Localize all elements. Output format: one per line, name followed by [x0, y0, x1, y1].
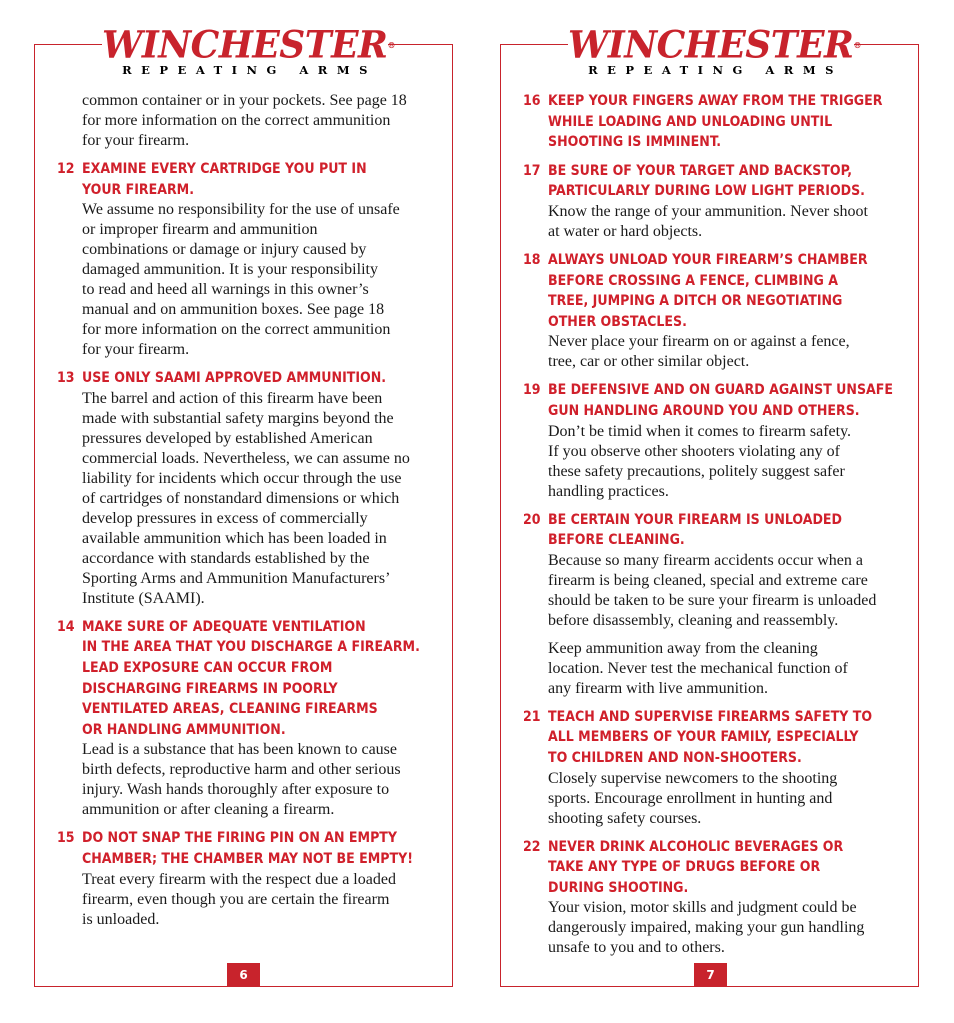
rule-heading	[523, 161, 910, 202]
rule-title: BE CERTAIN YOUR FIREARM IS UNLOADED BEFORE CLEANING.	[548, 511, 842, 549]
rule-heading	[57, 617, 444, 741]
continued-text: common container or in your pockets. See page 18 for more information on the correct ammunition for your firearm.	[82, 92, 407, 149]
left-page-content	[57, 91, 444, 938]
right-page	[500, 22, 919, 987]
winchester-logo	[568, 22, 861, 77]
safety-rule	[57, 368, 444, 609]
rule-body: Don’t be timid when it comes to firearm safety. If you observe other shooters violating any of these safety precautions, politely suggest safer handling practices.	[548, 422, 852, 500]
rule-heading	[57, 828, 444, 869]
rule-body: Closely supervise newcomers to the shooting sports. Encourage enrollment in hunting and shooting safety courses.	[548, 769, 838, 827]
safety-rule	[57, 828, 444, 929]
rule-title: BE SURE OF YOUR TARGET AND BACKSTOP, PARTICULARLY DURING LOW LIGHT PERIODS.	[548, 162, 865, 200]
registered-mark: ®	[387, 39, 395, 51]
rule-heading	[523, 91, 910, 153]
safety-rule	[523, 380, 910, 501]
rule-heading	[57, 159, 444, 200]
rule-number: 17	[523, 162, 541, 179]
rule-heading	[523, 837, 910, 899]
rule-title: MAKE SURE OF ADEQUATE VENTILATION IN THE AREA THAT YOU DISCHARGE A FIREARM. LEAD EXPOSURE CAN OCCUR FROM DISCHARGING FIREARMS IN POORLY VENTILATED AREAS, CLEANING FIREARMS OR HANDLING AMMUNITION.	[82, 618, 420, 738]
safety-rule	[57, 159, 444, 360]
rule-heading	[523, 380, 910, 421]
rule-heading	[523, 510, 910, 551]
rule-title: TEACH AND SUPERVISE FIREARMS SAFETY TO ALL MEMBERS OF YOUR FAMILY, ESPECIALLY TO CHILDREN AND NON-SHOOTERS.	[548, 708, 873, 766]
rule-body: Keep ammunition away from the cleaning location. Never test the mechanical function of any firearm with live ammunition.	[548, 639, 848, 697]
winchester-logo	[102, 22, 395, 77]
rule-body: Treat every firearm with the respect due a loaded firearm, even though you are certain the firearm is unloaded.	[82, 870, 396, 928]
rule-number: 16	[523, 93, 541, 109]
left-page	[34, 22, 453, 987]
rule-title: NEVER DRINK ALCOHOLIC BEVERAGES OR TAKE ANY TYPE OF DRUGS BEFORE OR DURING SHOOTING.	[548, 838, 844, 896]
right-page-content	[523, 91, 910, 966]
page-number: 6	[227, 963, 260, 987]
rule-heading	[57, 368, 444, 389]
safety-rule	[523, 707, 910, 829]
rule-body: The barrel and action of this firearm have been made with substantial safety margins beyond the pressures developed by established American commercial loads. Nevertheless, we can assume no liability for incidents which occur through the use of cartridges of nonstandard dimensions or which develop pressures in excess of commercially available ammunition which has been loaded in accordance with standards established by the Sporting Arms and Ammunition Manufacturers’ Institute (SAAMI).	[82, 389, 410, 607]
rule-body: Never place your firearm on or against a fence, tree, car or other similar object.	[548, 333, 850, 371]
rule-number: 22	[523, 838, 541, 855]
rule-number: 12	[57, 161, 75, 177]
rule-title: ALWAYS UNLOAD YOUR FIREARM’S CHAMBER BEFORE CROSSING A FENCE, CLIMBING A TREE, JUMPING A DITCH OR NEGOTIATING OTHER OBSTACLES.	[548, 251, 868, 330]
rule-body: Know the range of your ammunition. Never shoot at water or hard objects.	[548, 202, 868, 240]
rule-title: DO NOT SNAP THE FIRING PIN ON AN EMPTY CHAMBER; THE CHAMBER MAY NOT BE EMPTY!	[82, 830, 413, 867]
safety-rule	[57, 617, 444, 821]
safety-rule	[523, 91, 910, 153]
page-number: 7	[694, 963, 727, 987]
rule-number: 19	[523, 382, 541, 399]
logo-tagline: REPEATING ARMS	[122, 63, 377, 77]
logo-wordmark: WINCHESTER	[568, 22, 854, 68]
rule-number: 18	[523, 251, 541, 268]
rule-number: 20	[523, 511, 541, 528]
rule-title: EXAMINE EVERY CARTRIDGE YOU PUT IN YOUR FIREARM.	[82, 161, 367, 198]
logo-wordmark: WINCHESTER	[102, 22, 388, 68]
safety-rule	[523, 250, 910, 372]
logo-tagline: REPEATING ARMS	[588, 63, 843, 77]
rule-title: KEEP YOUR FINGERS AWAY FROM THE TRIGGER WHILE LOADING AND UNLOADING UNTIL SHOOTING IS IMMINENT.	[548, 93, 883, 151]
rule-heading	[523, 707, 910, 769]
safety-rule	[523, 837, 910, 959]
rule-number: 14	[57, 618, 75, 635]
rule-body: Your vision, motor skills and judgment could be dangerously impaired, making your gun handling unsafe to you and to others.	[548, 899, 865, 957]
rule-body: Lead is a substance that has been known to cause birth defects, reproductive harm and other serious injury. Wash hands thoroughly after exposure to ammunition or after cleaning a firearm.	[82, 741, 401, 819]
registered-mark: ®	[853, 39, 861, 51]
safety-rule	[523, 510, 910, 699]
rule-number: 13	[57, 370, 75, 387]
safety-rule	[523, 161, 910, 242]
rule-title: USE ONLY SAAMI APPROVED AMMUNITION.	[82, 370, 387, 387]
rule-body: Because so many firearm accidents occur when a firearm is being cleaned, special and extreme care should be taken to be sure your firearm is unloaded before disassembly, cleaning and reassembly.	[548, 551, 877, 629]
rule-number: 21	[523, 708, 541, 725]
rule-number: 15	[57, 830, 75, 847]
rule-heading	[523, 250, 910, 332]
rule-title: BE DEFENSIVE AND ON GUARD AGAINST UNSAFE GUN HANDLING AROUND YOU AND OTHERS.	[548, 382, 893, 419]
rule-body: We assume no responsibility for the use of unsafe or improper firearm and ammunition combinations or damage or injury caused by damaged ammunition. It is your responsibility to read and heed all warnings in this owner’s manual and on ammunition boxes. See page 18 for more information on the correct ammunition for your firearm.	[82, 201, 400, 359]
